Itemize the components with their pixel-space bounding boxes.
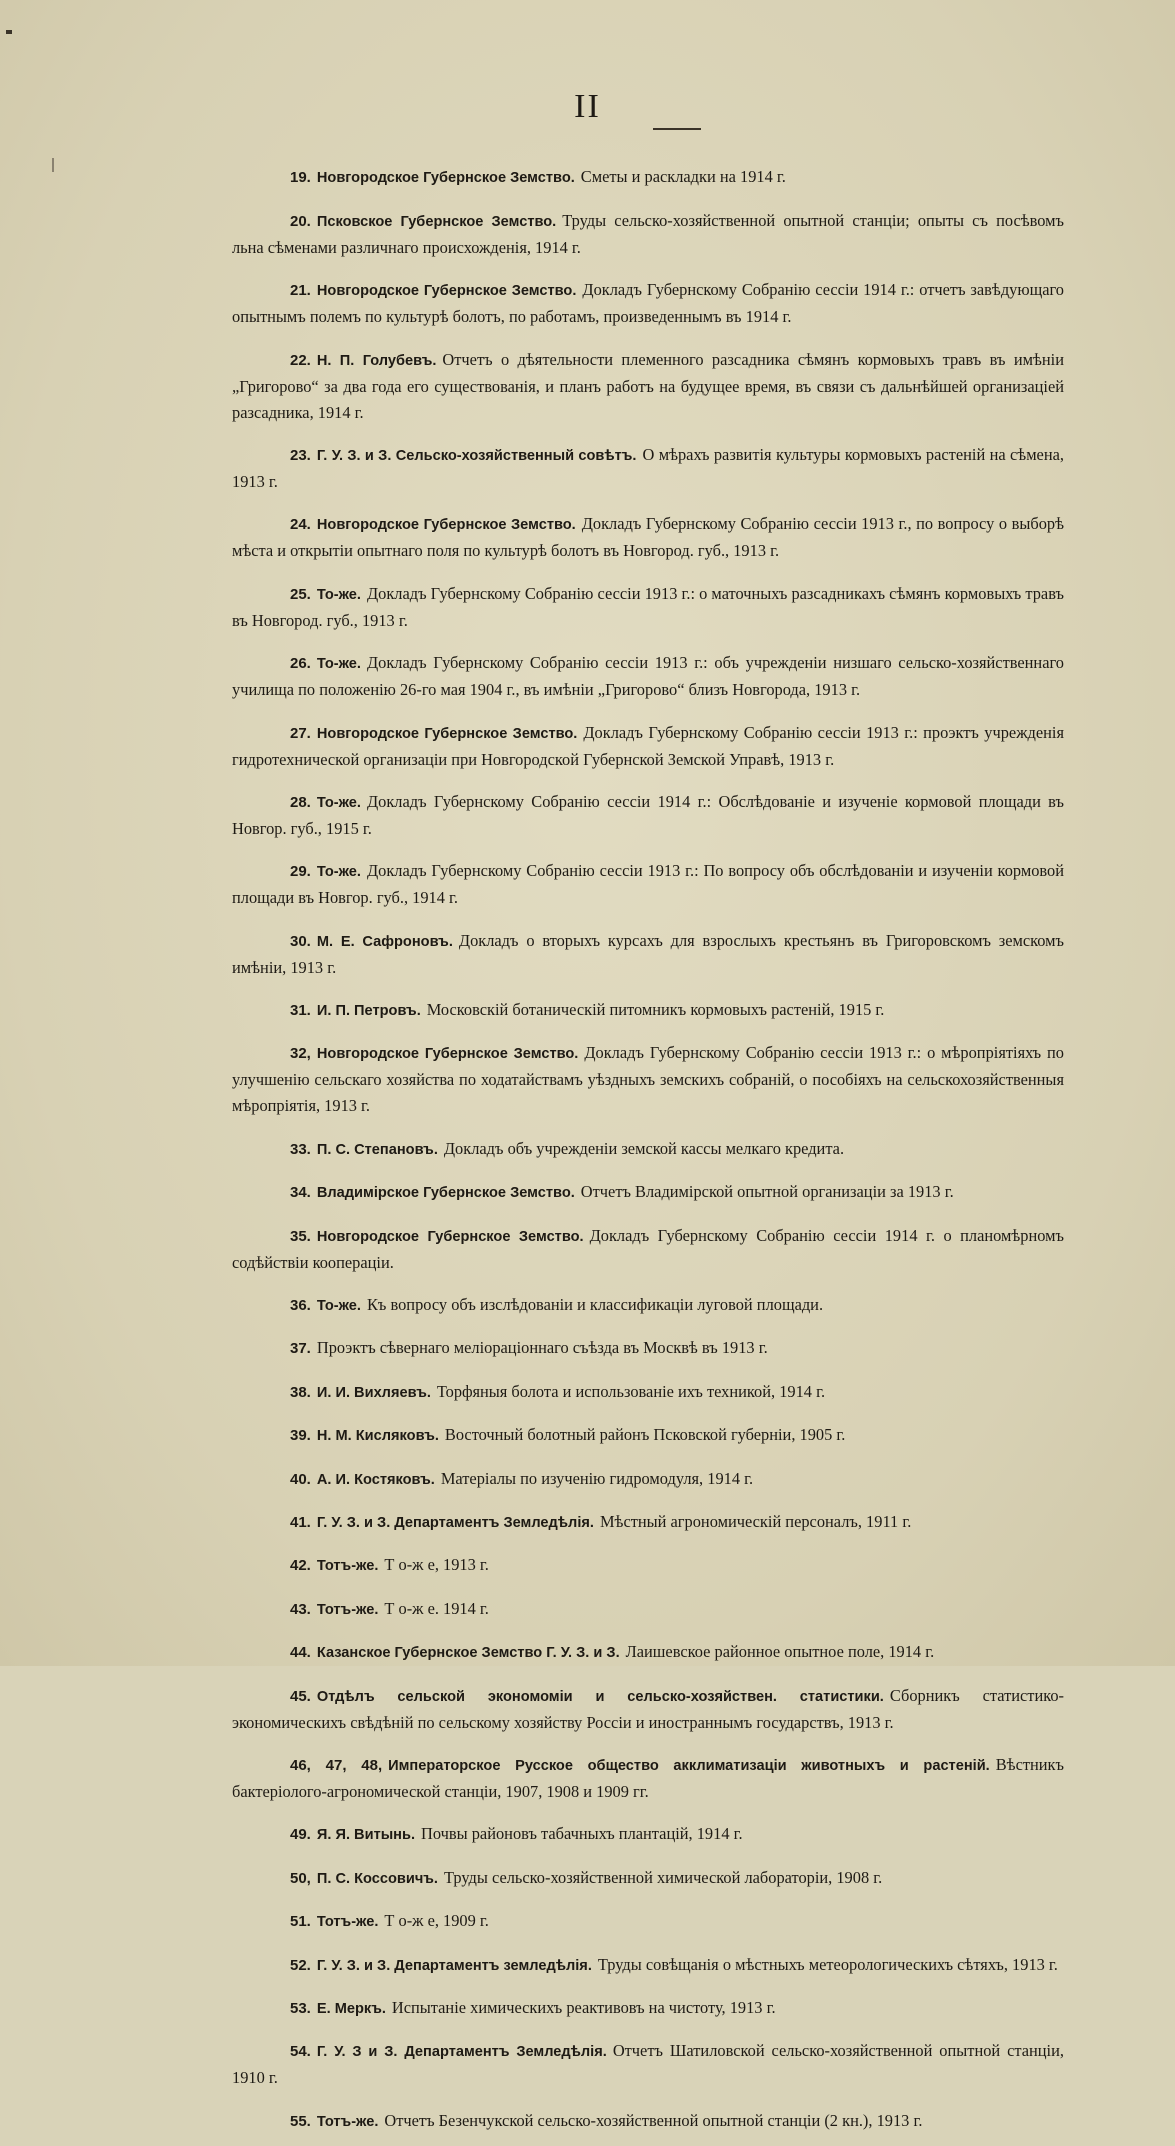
- entry-author: Г. У. З. и З. Департаментъ земледѣлія.: [316, 1957, 592, 1974]
- bibliography-entry: [232, 1509, 1064, 1536]
- entry-author: Н. М. Кисляковъ.: [316, 1428, 439, 1445]
- entry-text: Вѣстникъ бактеріолого-агрономической станціи, 1907, 1908 и 1909 гг.: [232, 1754, 1064, 1801]
- bibliography-entry: [232, 1552, 1064, 1579]
- entry-number: 27.: [290, 724, 311, 742]
- entry-author: То-же.: [316, 864, 361, 881]
- entry-text: Труды совѣщанія о мѣстныхъ метеорологическихъ сѣтяхъ, 1913 г.: [597, 1954, 1058, 1974]
- entry-author: Новгородское Губернское Земство.: [316, 1228, 584, 1245]
- entry-text: Т о-ж е. 1914 г.: [384, 1598, 489, 1618]
- entry-text: Испытаніе химическихъ реактивовъ на чистоту, 1913 г.: [391, 1997, 776, 2017]
- entry-number: 46, 47, 48,: [290, 1756, 383, 1774]
- bibliography-entry: [232, 1040, 1064, 1119]
- bibliography-entry: [232, 928, 1064, 981]
- bibliography-entry: [232, 997, 1064, 1024]
- bibliography-entry: [232, 858, 1064, 911]
- entry-number: 34.: [290, 1184, 311, 1202]
- bibliography-entry: [232, 1596, 1064, 1623]
- entry-text: Матеріалы по изученію гидромодуля, 1914 г.: [440, 1468, 754, 1488]
- entry-text: Московскій ботаническій питомникъ кормовыхъ растеній, 1915 г.: [426, 1000, 885, 1020]
- entry-author: И. И. Вихляевъ.: [316, 1384, 431, 1401]
- entry-author: Новгородское Губернское Земство.: [316, 517, 576, 534]
- entry-number: 42.: [290, 1557, 311, 1575]
- entry-author: Тотъ-же.: [316, 2113, 379, 2130]
- entry-text: Отчетъ Владимірской опытной организаціи за 1913 г.: [580, 1182, 954, 1202]
- bibliography-entry: [232, 1952, 1064, 1979]
- entry-text: Мѣстный агрономическій персоналъ, 1911 г.: [599, 1511, 912, 1531]
- entry-text: Докладъ Губернскому Собранію сессіи 1913 г.: о мѣропріятіяхъ по улучшенію сельскаго хозяйства по ходатайствамъ уѣздныхъ земскихъ собраній, о пособіяхъ на сельскохозяйственныя мѣропріятія, 1913 г.: [232, 1043, 1064, 1116]
- bibliography-entry: [232, 208, 1064, 261]
- entry-number: 32,: [290, 1045, 311, 1063]
- entry-author: Новгородское Губернское Земство.: [316, 283, 577, 300]
- entry-number: 52.: [290, 1956, 311, 1974]
- entry-number: 19.: [290, 169, 311, 187]
- entry-number: 51.: [290, 1913, 311, 1931]
- entry-text: Т о-ж е, 1909 г.: [384, 1911, 489, 1931]
- entry-text: Сборникъ статистико-экономическихъ свѣдѣній по сельскому хозяйству Россіи и иностраннымъ государствъ, 1913 г.: [232, 1685, 1065, 1732]
- bibliography-entry: [232, 1639, 1064, 1666]
- entry-text: Лаишевское районное опытное поле, 1914 г.: [625, 1642, 935, 1662]
- bibliography-entry: [232, 442, 1064, 495]
- entry-number: 28.: [290, 793, 311, 811]
- bibliography-entry: [232, 1466, 1064, 1493]
- entry-author: То-же.: [316, 656, 361, 673]
- bibliography-entry: [232, 789, 1064, 842]
- entry-author: Н. П. Голубевъ.: [316, 352, 437, 369]
- entry-text: Докладъ о вторыхъ курсахъ для взрослыхъ крестьянъ въ Григоровскомъ земскомъ имѣніи, 1913 г.: [232, 930, 1065, 977]
- bibliography-entry: [232, 1179, 1064, 1206]
- bibliography-entry: [232, 1752, 1064, 1805]
- entry-text: Труды сельско-хозяйственной опытной станціи; опыты съ посѣвомъ льна сѣменами различнаго происхожденія, 1914 г.: [232, 210, 1064, 257]
- entry-number: 35.: [290, 1227, 311, 1245]
- entry-number: 37.: [290, 1340, 311, 1358]
- entry-text: Докладъ Губернскому Собранію сессіи 1913 г.: проэктъ учрежденія гидротехнической организаціи при Новгородской Губернской Земской Управѣ, 1913 г.: [232, 722, 1065, 769]
- entry-number: 40.: [290, 1470, 311, 1488]
- bibliography-entry: [232, 347, 1064, 426]
- bibliography-entry: [232, 164, 1064, 191]
- entry-number: 43.: [290, 1600, 311, 1618]
- bibliography-entry: [232, 511, 1064, 564]
- entry-number: 30.: [290, 932, 311, 950]
- entry-number: 41.: [290, 1513, 311, 1531]
- entry-author: Тотъ-же.: [316, 1601, 379, 1618]
- entry-author: Новгородское Губернское Земство.: [316, 1046, 579, 1063]
- entry-number: 49.: [290, 1826, 311, 1844]
- bibliography-entry: [232, 2038, 1064, 2091]
- bibliography-entry: [232, 581, 1064, 634]
- entry-text: Т о-ж е, 1913 г.: [384, 1555, 489, 1575]
- entry-author: Казанское Губернское Земство Г. У. З. и З.: [316, 1645, 620, 1662]
- entry-text: Къ вопросу объ изслѣдованіи и классификаціи луговой площади.: [366, 1295, 824, 1315]
- entry-author: Я. Я. Витынь.: [316, 1827, 416, 1844]
- ink-mark: [6, 30, 12, 34]
- entry-author: И. П. Петровъ.: [316, 1003, 421, 1020]
- entry-text: Докладъ Губернскому Собранію сессіи 1914 г. о планомѣрномъ содѣйствіи коопераціи.: [232, 1225, 1064, 1272]
- entry-author: Г. У. З. и З. Сельско-хозяйственный совѣтъ.: [316, 447, 637, 464]
- entry-number: 33.: [290, 1140, 311, 1158]
- bibliography-entry: [232, 1292, 1064, 1319]
- bibliography-entry: [232, 1136, 1064, 1163]
- entry-author: Новгородское Губернское Земство.: [316, 725, 578, 742]
- entry-number: 44.: [290, 1644, 311, 1662]
- entry-number: 21.: [290, 282, 311, 300]
- page-number: II: [574, 88, 601, 125]
- entry-author: Г. У. З и З. Департаментъ Земледѣлія.: [316, 2044, 607, 2061]
- entry-text: Докладъ Губернскому Собранію сессіи 1914 г.: отчетъ завѣдующаго опытнымъ полемъ по культурѣ болотъ, по работамъ, произведеннымъ въ 1914 г.: [232, 280, 1065, 327]
- entry-number: 25.: [290, 585, 311, 603]
- entry-number: 22.: [290, 351, 311, 369]
- entry-text: Докладъ Губернскому Собранію сессіи 1913 г.: объ учрежденіи низшаго сельско-хозяйственнаго училища по положенію 26-го мая 1904 г., въ имѣніи „Григорово“ близъ Новгорода, 1913 г.: [232, 653, 1064, 700]
- bibliography-entry: [232, 1865, 1064, 1892]
- entry-number: 29.: [290, 863, 311, 881]
- entry-text: Восточный болотный районъ Псковской губерніи, 1905 г.: [444, 1425, 846, 1445]
- bibliography-entry: [232, 277, 1064, 330]
- entry-number: 50,: [290, 1869, 311, 1887]
- bibliography-entry: [232, 1335, 1064, 1362]
- entry-author: А. И. Костяковъ.: [316, 1471, 435, 1488]
- bibliography-list: [232, 148, 1064, 2146]
- bibliography-entry: [232, 720, 1064, 773]
- entry-text: Проэктъ сѣвернаго меліораціоннаго съѣзда въ Москвѣ въ 1913 г.: [316, 1338, 768, 1358]
- bibliography-entry: [232, 1223, 1064, 1276]
- entry-author: То-же.: [316, 586, 361, 603]
- bibliography-entry: [232, 1422, 1064, 1449]
- entry-text: Докладъ Губернскому Собранію сессіи 1913 г.: о маточныхъ разсадникахъ сѣмянъ кормовыхъ травъ въ Новгород. губ., 1913 г.: [232, 583, 1064, 630]
- entry-author: Псковское Губернское Земство.: [316, 213, 557, 230]
- entry-author: Новгородское Губернское Земство.: [316, 170, 575, 187]
- entry-author: То-же.: [316, 794, 361, 811]
- entry-text: Докладъ Губернскому Собранію сессіи 1914 г.: Обслѣдованіе и изученіе кормовой площади въ Новгор. губ., 1915 г.: [232, 791, 1064, 838]
- entry-author: Тотъ-же.: [316, 1914, 379, 1931]
- entry-number: 26.: [290, 655, 311, 673]
- entry-author: Отдѣлъ сельской экономоміи и сельско-хозяйствен. статистики.: [316, 1688, 884, 1705]
- entry-text: Докладъ объ учрежденіи земской кассы мелкаго кредита.: [443, 1138, 845, 1158]
- entry-author: Е. Меркъ.: [316, 2000, 386, 2017]
- entry-text: Докладъ Губернскому Собранію сессіи 1913 г., по вопросу о выборѣ мѣста и открытіи опытнаго поля по культурѣ болотъ въ Новгород. губ., 1913 г.: [232, 514, 1064, 561]
- entry-number: 54.: [290, 2043, 311, 2061]
- entry-author: Тотъ-же.: [316, 1558, 379, 1575]
- entry-author: То-же.: [316, 1298, 361, 1315]
- entry-number: 45.: [290, 1687, 311, 1705]
- bibliography-entry: [232, 1995, 1064, 2022]
- entry-number: 24.: [290, 516, 311, 534]
- entry-author: Владимірское Губернское Земство.: [316, 1185, 575, 1202]
- entry-text: О мѣрахъ развитія культуры кормовыхъ растеній на сѣмена, 1913 г.: [232, 444, 1064, 491]
- entry-text: Торфяныя болота и использованіе ихъ техникой, 1914 г.: [436, 1381, 826, 1401]
- entry-author: М. Е. Сафроновъ.: [316, 933, 453, 950]
- entry-number: 20.: [290, 212, 311, 230]
- entry-number: 23.: [290, 446, 311, 464]
- entry-text: Отчетъ Шатиловской сельско-хозяйственной опытной станціи, 1910 г.: [232, 2041, 1064, 2088]
- entry-text: Докладъ Губернскому Собранію сессіи 1913 г.: По вопросу объ обслѣдованіи и изученіи кормовой площади въ Новгор. губ., 1914 г.: [232, 861, 1064, 908]
- entry-author: П. С. Коссовичъ.: [316, 1870, 438, 1887]
- bibliography-entry: [232, 650, 1064, 703]
- entry-text: Труды сельско-хозяйственной химической лабораторіи, 1908 г.: [444, 1867, 883, 1887]
- entry-number: 39.: [290, 1427, 311, 1445]
- entry-author: Г. У. З. и З. Департаментъ Земледѣлія.: [316, 1514, 594, 1531]
- entry-number: 31.: [290, 1002, 311, 1020]
- bibliography-entry: [232, 1908, 1064, 1935]
- entry-text: Отчетъ о дѣятельности племенного разсадника сѣмянъ кормовыхъ травъ въ имѣніи „Григорово“ за два года его существованія, и планъ работъ на будущее время, въ связи съ дальнѣйшей организаціей разсадника, 1914 г.: [232, 349, 1064, 422]
- entry-author: П. С. Степановъ.: [316, 1141, 438, 1158]
- entry-number: 36.: [290, 1297, 311, 1315]
- bibliography-entry: [232, 1683, 1064, 1736]
- bibliography-entry: [232, 2108, 1064, 2135]
- entry-text: Отчетъ Безенчукской сельско-хозяйственной опытной станціи (2 кн.), 1913 г.: [384, 2110, 923, 2130]
- entry-number: 55.: [290, 2112, 311, 2130]
- entry-author: Императорское Русское общество акклиматизаціи животныхъ и растеній.: [388, 1757, 990, 1774]
- entry-number: 38.: [290, 1383, 311, 1401]
- entry-number: 53.: [290, 1999, 311, 2017]
- entry-text: Сметы и раскладки на 1914 г.: [580, 167, 786, 187]
- bibliography-entry: [232, 1821, 1064, 1848]
- page-number-underline: [653, 128, 701, 130]
- bibliography-entry: [232, 1379, 1064, 1406]
- entry-text: Почвы районовъ табачныхъ плантацій, 1914 г.: [421, 1824, 743, 1844]
- margin-mark: [52, 158, 54, 172]
